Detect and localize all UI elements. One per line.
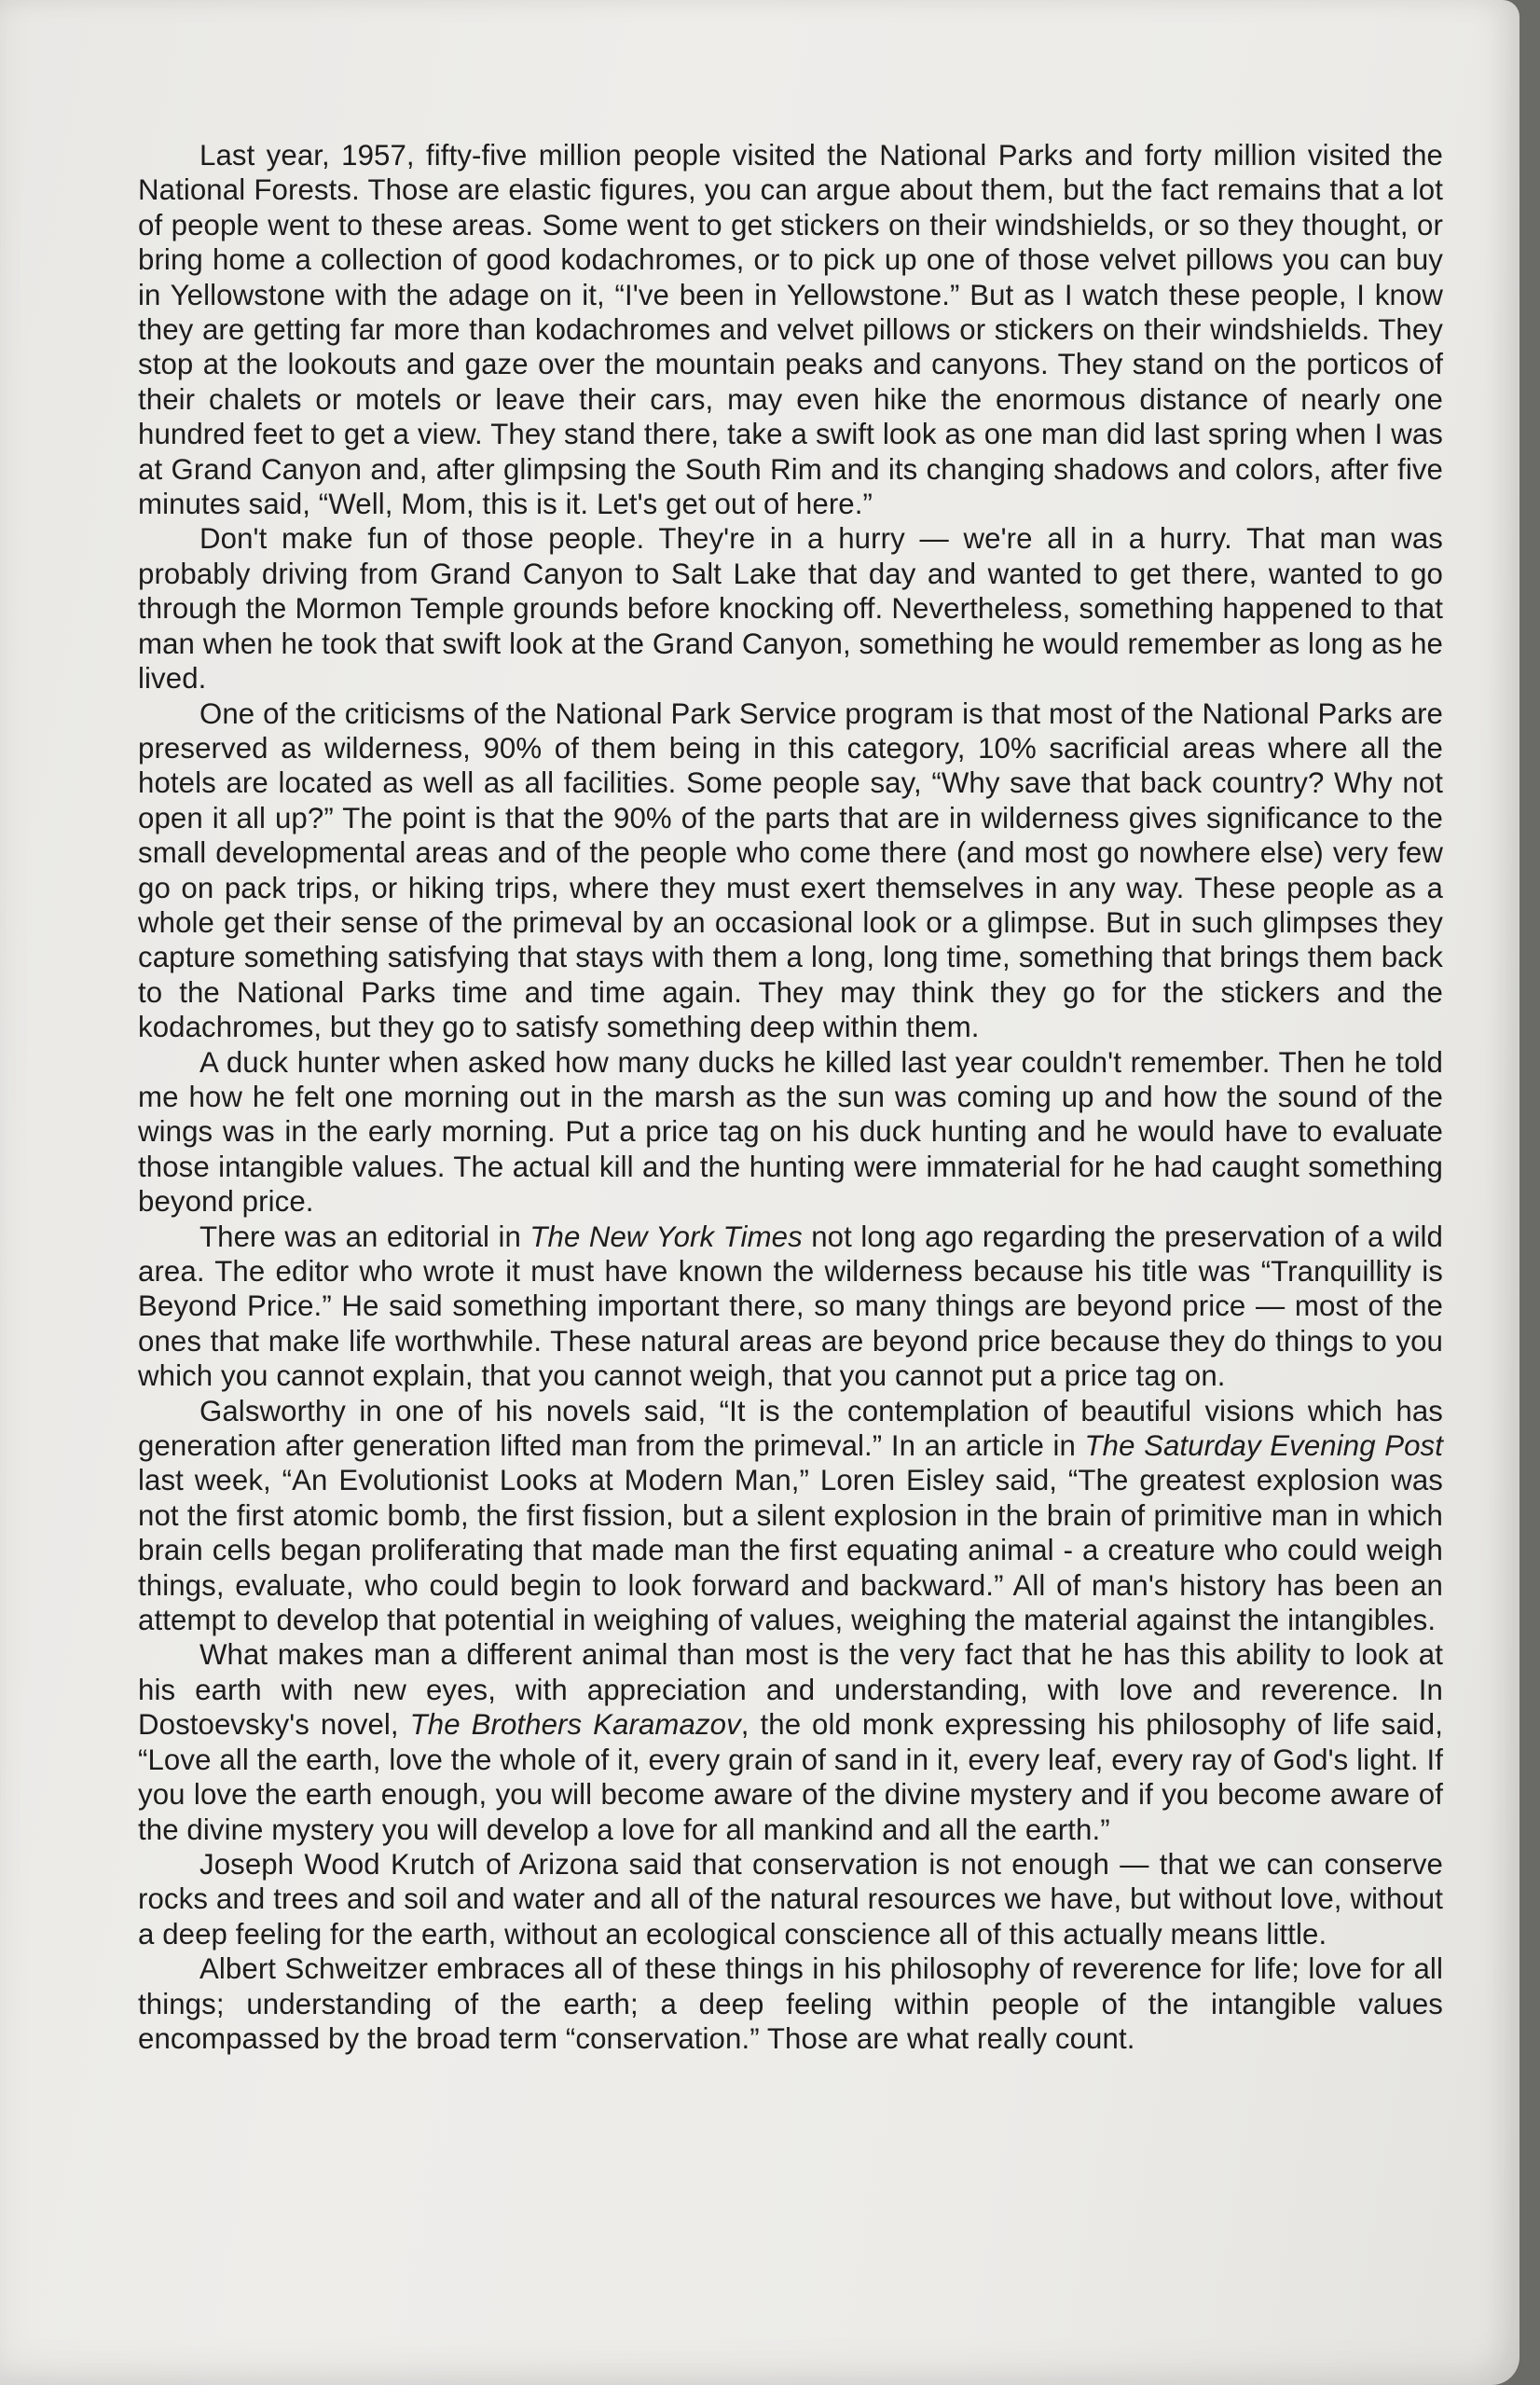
text-run: A duck hunter when asked how many ducks he killed last year couldn't remember. Then he told me how he felt one morning out in the marsh as the sun was coming up and how the sound of the wings was in the early morning. Put a price tag on his duck hunting and he would have to evaluate those intangible values. The actual kill and the hunting were immaterial for he had caught something beyond price. [138,1045,1443,1219]
text-run: not long ago regarding the preservation of a wild area. The editor who wrote it must have known the wilderness because his title was “Tranquillity is Beyond Price.” He said something important there, so many things are beyond price — most of the ones that make life worthwhile. These natural areas are beyond price because they do things to you which you cannot explain, that you cannot weigh, that you cannot put a price tag on. [138,1220,1443,1393]
paragraph [138,1045,1443,1220]
text-run: What makes man a different animal than most is the very fact that he has this ability to look at his earth with new eyes, with appreciation and understanding, with love and reverence. In Dostoevsky's novel, [138,1638,1443,1742]
paragraph [138,138,1443,521]
text-run: Last year, 1957, fifty-five million people visited the National Parks and forty million visited the National Forests. Those are elastic figures, you can argue about them, but the fact remains that a lot of people went to these areas. Some went to get stickers on their windshields, or so they thought, or bring home a collection of good kodachromes, or to pick up one of those velvet pillows you can buy in Yellowstone with the adage on it, “I've been in Yellowstone.” But as I watch these people, I know they are getting far more than kodachromes and velvet pillows or stickers on their windshields. They stop at the lookouts and gaze over the mountain peaks and canyons. They stand on the porticos of their chalets or motels or leave their cars, may even hike the enormous distance of nearly one hundred feet to get a view. They stand there, take a swift look as one man did last spring when I was at Grand Canyon and, after glimpsing the South Rim and its changing shadows and colors, after five minutes said, “Well, Mom, this is it. Let's get out of here.” [138,139,1443,521]
text-run: , the old monk expressing his philosophy of life said, “Love all the earth, love the whole of it, every grain of sand in it, every leaf, every ray of God's light. If you love the earth enough, you will become aware of the divine mystery and if you become aware of the divine mystery you will develop a love for all mankind and all the earth.” [138,1708,1444,1846]
paragraph [138,521,1443,696]
text-run: One of the criticisms of the National Park Service program is that most of the National Parks are preserved as wilderness, 90% of them being in this category, 10% sacrificial areas where all the hotels are located as well as all facilities. Some people say, “Why save that back country? Why not open it all up?” The point is that the 90% of the parts that are in wilderness gives significance to the small developmental areas and of the people who come there (and most go nowhere else) very few go on pack trips, or hiking trips, where they must exert themselves in any way. These people as a whole get their sense of the primeval by an occasional look or a glimpse. But in such glimpses they capture something satisfying that stays with them a long, long time, something that brings them back to the National Parks time and time again. They may think they go for the stickers and the kodachromes, but they go to satisfy something deep within them. [138,696,1443,1044]
text-run: Albert Schweitzer embraces all of these things in his philosophy of reverence for life; love for all things; understanding of the earth; a deep feeling within people of the intangible values encompassed by the broad term “conservation.” Those are what really count. [138,1952,1443,2055]
paragraph [138,696,1443,1045]
paragraph [138,1394,1443,1638]
paragraph [138,1637,1443,1846]
body-text [138,138,1443,2056]
italic-title: The Saturday Evening Post [1084,1429,1443,1463]
paragraph [138,1847,1443,1951]
paragraph [138,1220,1443,1394]
italic-title: The Brothers Karamazov [409,1708,741,1742]
text-run: last week, “An Evolutionist Looks at Modern Man,” Loren Eisley said, “The greatest explosion was not the first atomic bomb, the first fission, but a silent explosion in the brain of primitive man in which brain cells began proliferating that made man the first equating animal - a creature who could weigh things, evaluate, who could begin to look forward and backward.” All of man's history has been an attempt to develop that potential in weighing of values, weighing the material against the intangibles. [138,1464,1443,1637]
paragraph [138,1951,1443,2056]
text-run: Joseph Wood Krutch of Arizona said that conservation is not enough — that we can conserve rocks and trees and soil and water and all of the natural resources we have, but without love, without a deep feeling for the earth, without an ecological conscience all of this actually means little. [138,1847,1443,1951]
text-run: Galsworthy in one of his novels said, “It is the contemplation of beautiful visions which has generation after generation lifted man from the primeval.” In an article in [138,1394,1443,1463]
text-run: There was an editorial in [199,1220,530,1253]
text-run: Don't make fun of those people. They're in a hurry — we're all in a hurry. That man was probably driving from Grand Canyon to Salt Lake that day and wanted to get there, wanted to go through the Mormon Temple grounds before knocking off. Nevertheless, something happened to that man when he took that swift look at the Grand Canyon, something he would remember as long as he lived. [138,522,1443,696]
italic-title: The New York Times [529,1220,803,1253]
